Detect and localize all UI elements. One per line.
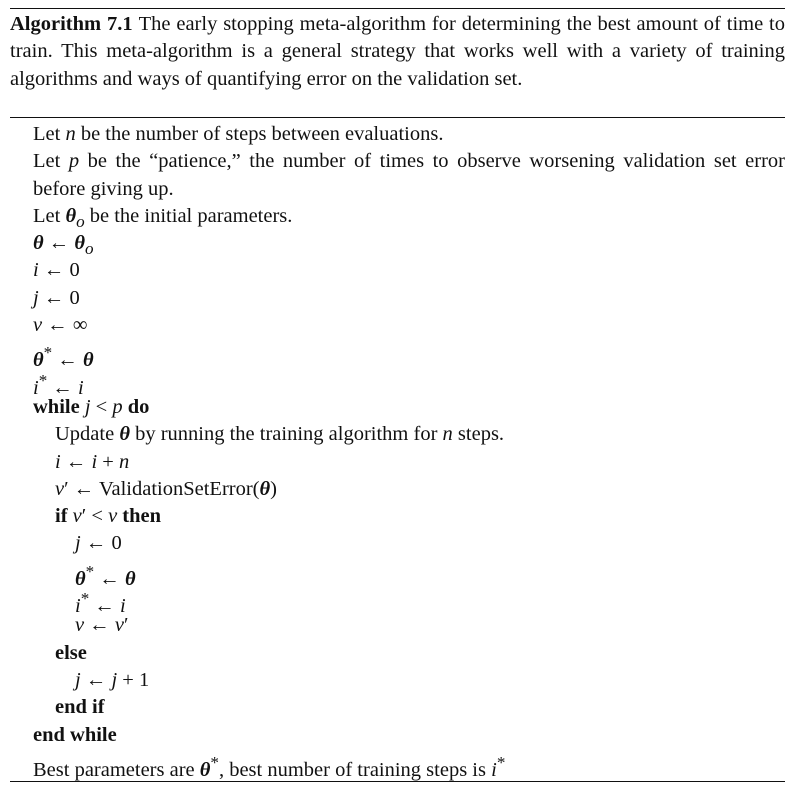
algorithm-caption [10,11,785,93]
algorithm-line: Let p be the “patience,” the number of times to observe worsening validation set error before giving up. [33,150,785,200]
algorithm-line: if v′ < v then [55,505,162,528]
top-rule [10,8,785,9]
algorithm-line: i* ← i [33,370,84,399]
algorithm-line: θ ← $\theta_o$ [33,232,94,259]
algorithm-line: v ← v′ [75,614,129,637]
algorithm-line: Let n be the number of steps between evaluations. [33,123,444,145]
algorithm-line: θ* ← θ [33,343,94,372]
algorithm-line: θ* ← θ [75,561,136,590]
caption-rule [10,117,785,118]
bottom-rule [10,781,785,782]
algorithm-line: j ← j + 1 [75,668,150,691]
caption-text: The early stopping meta-algorithm for determining the best amount of time to train. This meta-algorithm is a general strategy that works well with a variety of training algorithms and ways of quantifying error on the validation set. [10,13,785,90]
algorithm-line: i ← 0 [33,259,80,282]
algorithm-line: Update θ by running the training algorithm for n steps. [55,423,505,446]
algorithm-line: i* ← i [75,589,126,617]
algorithm-line: Let $\theta_o$ be the initial parameters. [33,204,293,231]
algorithm-line: end if [55,696,105,719]
algorithm-line: else [55,641,87,664]
algorithm-label: Algorithm 7.1 [10,13,133,35]
algorithm-body [10,121,785,781]
algorithm-line: end while [33,723,117,746]
algorithm-line: j ← 0 [75,532,122,555]
algorithm-line: v′ ← ValidationSetError(θ) [55,477,277,500]
algorithm-line: v ← ∞ [33,314,88,337]
algorithm-line: Best parameters are θ*, best number of training steps is i* [33,752,506,781]
algorithm-line: i ← i + n [55,450,130,473]
algorithm-line: while j < p do [33,395,150,418]
algorithm-line: j ← 0 [33,286,80,309]
